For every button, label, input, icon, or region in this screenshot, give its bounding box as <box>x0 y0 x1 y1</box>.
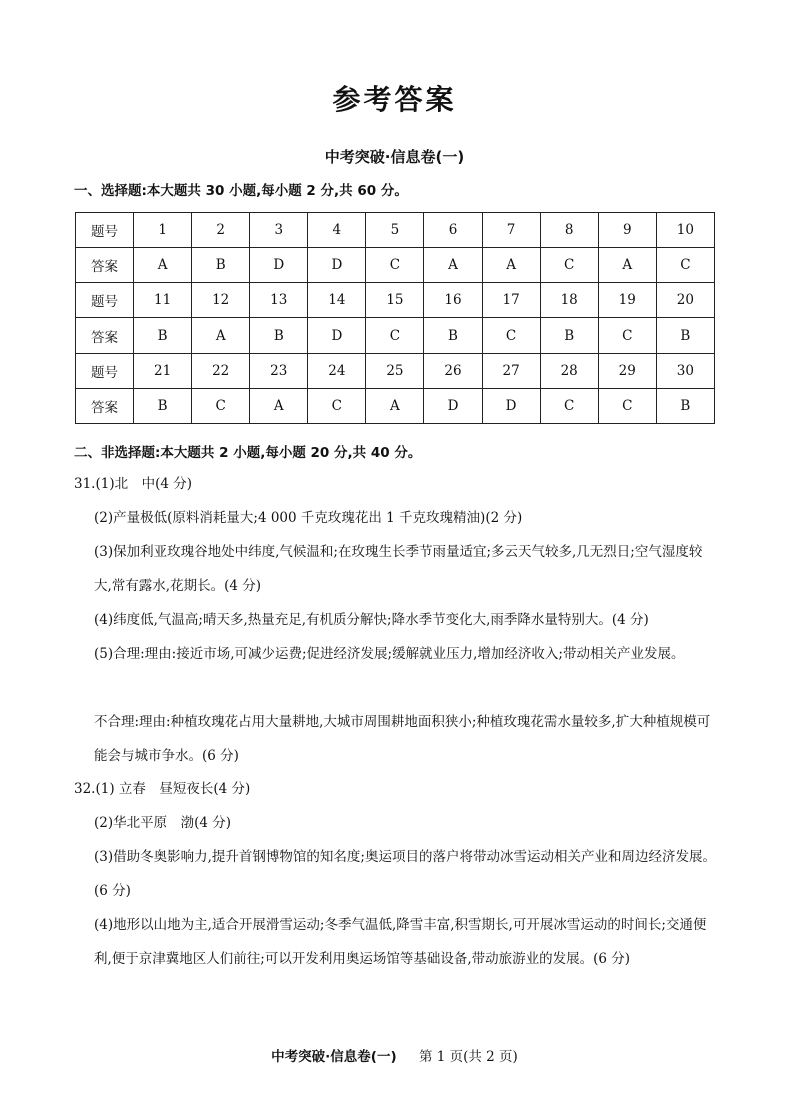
table-cell: 19 <box>598 283 656 318</box>
section-1-heading: 一、选择题:本大题共 30 小题,每小题 2 分,共 60 分。 <box>74 183 408 199</box>
table-cell: C <box>366 318 424 353</box>
table-cell: 23 <box>250 353 308 388</box>
table-cell: 29 <box>598 353 656 388</box>
table-cell: 2 <box>192 213 250 248</box>
footer-title: 中考突破·信息卷(一) <box>271 1049 397 1065</box>
table-cell: A <box>424 248 482 283</box>
table-cell: 7 <box>482 213 540 248</box>
table-cell: A <box>250 388 308 423</box>
table-cell: 17 <box>482 283 540 318</box>
table-cell: B <box>656 318 714 353</box>
table-row <box>76 353 715 388</box>
table-cell: 10 <box>656 213 714 248</box>
table-row <box>76 213 715 248</box>
table-cell: C <box>366 248 424 283</box>
answer-table <box>75 212 715 424</box>
table-cell: 13 <box>250 283 308 318</box>
q31-part5: (5)合理:理由:接近市场,可减少运费;促进经济发展;缓解就业压力,增加经济收入;带动相关产业发展。 <box>94 646 685 662</box>
q31-part1: 31.(1)北 中(4 分) <box>74 476 193 492</box>
q32-part4: (4)地形以山地为主,适合开展滑雪运动;冬季气温低,降雪丰富,积雪期长,可开展冰雪运动的时间长;交通便利,便于京津冀地区人们前往;可以开发利用奥运场馆等基础设备,带动旅游业的发展。(6 分) <box>94 917 707 967</box>
page-footer <box>0 1045 789 1065</box>
table-cell: 4 <box>308 213 366 248</box>
table-cell: 28 <box>540 353 598 388</box>
table-cell: A <box>366 388 424 423</box>
table-cell: A <box>482 248 540 283</box>
table-cell: 11 <box>134 283 192 318</box>
table-cell: 14 <box>308 283 366 318</box>
table-cell: B <box>424 318 482 353</box>
table-cell: A <box>598 248 656 283</box>
footer-page-number: 第 1 页(共 2 页) <box>418 1049 518 1065</box>
table-row-header: 答案 <box>76 388 134 423</box>
table-cell: C <box>598 318 656 353</box>
table-cell: 27 <box>482 353 540 388</box>
table-cell: 15 <box>366 283 424 318</box>
table-cell: C <box>192 388 250 423</box>
table-cell: C <box>308 388 366 423</box>
exam-subtitle: 中考突破·信息卷(一) <box>324 148 465 166</box>
table-row <box>76 248 715 283</box>
table-cell: D <box>308 318 366 353</box>
table-cell: 24 <box>308 353 366 388</box>
table-cell: 20 <box>656 283 714 318</box>
q32-part1: 32.(1) 立春 昼短夜长(4 分) <box>74 781 251 797</box>
table-cell: C <box>540 248 598 283</box>
table-cell: 21 <box>134 353 192 388</box>
q31-part2: (2)产量极低(原料消耗量大;4 000 千克玫瑰花出 1 千克玫瑰精油)(2 分) <box>94 510 523 526</box>
table-row-header: 题号 <box>76 213 134 248</box>
table-row-header: 答案 <box>76 318 134 353</box>
table-cell: B <box>250 318 308 353</box>
table-cell: 30 <box>656 353 714 388</box>
table-cell: 1 <box>134 213 192 248</box>
table-cell: B <box>192 248 250 283</box>
section-2-heading: 二、非选择题:本大题共 2 小题,每小题 20 分,共 40 分。 <box>74 445 422 461</box>
table-cell: D <box>250 248 308 283</box>
answer-table-body <box>76 213 715 424</box>
table-row <box>76 318 715 353</box>
q32-part3: (3)借助冬奥影响力,提升首钢博物馆的知名度;奥运项目的落户将带动冰雪运动相关产业和周边经济发展。(6 分) <box>94 849 716 899</box>
table-cell: C <box>656 248 714 283</box>
q31-part3: (3)保加利亚玫瑰谷地处中纬度,气候温和;在玫瑰生长季节雨量适宜;多云天气较多,几无烈日;空气湿度较大,常有露水,花期长。(4 分) <box>94 544 703 594</box>
table-cell: 9 <box>598 213 656 248</box>
table-cell: 16 <box>424 283 482 318</box>
table-cell: 8 <box>540 213 598 248</box>
table-row <box>76 283 715 318</box>
table-cell: C <box>482 318 540 353</box>
table-cell: 6 <box>424 213 482 248</box>
q31-part6: 不合理:理由:种植玫瑰花占用大量耕地,大城市周围耕地面积狭小;种植玫瑰花需水量较多,扩大种植规模可能会与城市争水。(6 分) <box>94 714 711 764</box>
table-cell: B <box>540 318 598 353</box>
table-cell: D <box>308 248 366 283</box>
table-cell: 22 <box>192 353 250 388</box>
table-cell: 5 <box>366 213 424 248</box>
table-row-header: 题号 <box>76 353 134 388</box>
table-cell: A <box>192 318 250 353</box>
table-cell: B <box>134 388 192 423</box>
table-row-header: 题号 <box>76 283 134 318</box>
table-row <box>76 388 715 423</box>
q31-part4: (4)纬度低,气温高;晴天多,热量充足,有机质分解快;降水季节变化大,雨季降水量特别大。(4 分) <box>94 612 649 628</box>
page-title: 参考答案 <box>332 83 457 116</box>
table-cell: C <box>540 388 598 423</box>
table-cell: D <box>482 388 540 423</box>
table-cell: A <box>134 248 192 283</box>
table-row-header: 答案 <box>76 248 134 283</box>
table-cell: 18 <box>540 283 598 318</box>
table-cell: 26 <box>424 353 482 388</box>
table-cell: 25 <box>366 353 424 388</box>
table-cell: B <box>656 388 714 423</box>
table-cell: D <box>424 388 482 423</box>
q32-part2: (2)华北平原 渤(4 分) <box>94 815 232 831</box>
table-cell: 3 <box>250 213 308 248</box>
table-cell: C <box>598 388 656 423</box>
table-cell: 12 <box>192 283 250 318</box>
table-cell: B <box>134 318 192 353</box>
